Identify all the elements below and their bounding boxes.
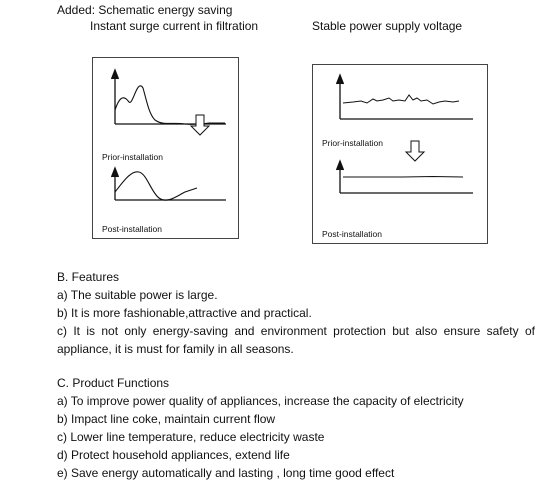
left-top-axes	[112, 70, 227, 124]
right-stable-voltage-line	[343, 177, 463, 178]
right-diagram-caption: Stable power supply voltage	[312, 19, 463, 33]
feature-item: b) It is more fashionable,attractive and practical.	[57, 306, 312, 320]
function-item: c) Lower line temperature, reduce electricity waste	[57, 430, 325, 444]
left-post-label: Post-installation	[102, 224, 163, 234]
right-diagram	[312, 64, 488, 244]
feature-item: a) The suitable power is large.	[57, 288, 218, 302]
left-diagram-caption: Instant surge current in filtration	[90, 19, 259, 33]
functions-heading: C. Product Functions	[57, 376, 170, 390]
right-post-label: Post-installation	[322, 229, 383, 239]
features-heading: B. Features	[57, 270, 120, 284]
left-bottom-axes	[112, 168, 227, 200]
function-item: d) Protect household appliances, extend life	[57, 448, 290, 462]
right-noisy-voltage-line	[343, 95, 459, 104]
function-item: a) To improve power quality of appliances, increase the capacity of electricity	[57, 394, 464, 408]
section-title: Added: Schematic energy saving	[57, 3, 233, 17]
left-surge-curve	[115, 86, 225, 125]
features-section	[57, 268, 535, 358]
right-top-axes	[337, 75, 474, 119]
left-down-arrow-icon	[191, 115, 209, 135]
right-prior-label: Prior-installation	[322, 138, 383, 148]
function-item: e) Save energy automatically and lasting , long time good effect	[57, 466, 395, 480]
right-diagram-graphic	[313, 65, 487, 243]
left-diagram	[92, 57, 239, 239]
function-item: b) Impact line coke, maintain current flow	[57, 412, 276, 426]
left-prior-label: Prior-installation	[102, 152, 163, 162]
left-diagram-graphic	[93, 58, 238, 238]
right-down-arrow-icon	[406, 141, 424, 161]
functions-section	[57, 374, 535, 482]
left-smooth-curve	[115, 172, 197, 200]
feature-item: c) It is not only energy-saving and environment protection but also ensure safety of appliance, it is must for family in all seasons.	[57, 324, 535, 356]
